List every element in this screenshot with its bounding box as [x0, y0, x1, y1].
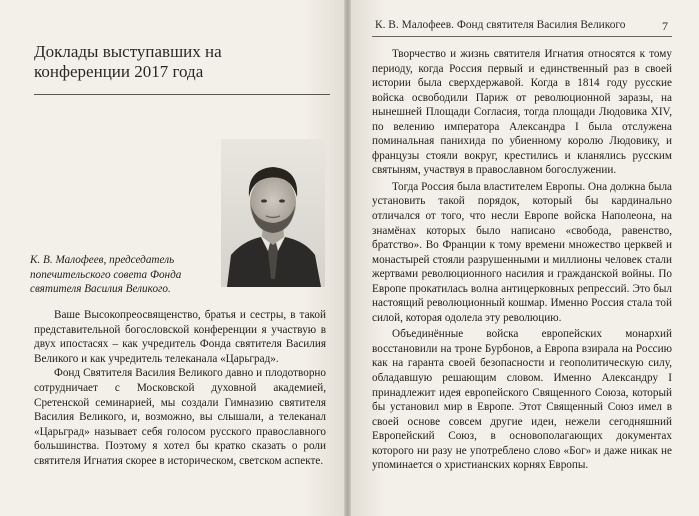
- paragraph: Объединённые войска европейских монархий восстановили на троне Бурбонов, а Европа взирала на Россию как на гаранта своей безопасности и геополитическую силу, обладавшую решающим словом. Именно Александру I принадлежит идея европейского Священного Союза, который бы установил мир в Европе. Этот Священный Союз имел в своей основе совсем другие идеи, нежели сегодняшний Европейский Союз, в основополагающих документах которого ни разу не употреблено слово «Бог» и даже никак не упоминается о христианских корнях Европы.: [372, 328, 672, 472]
- paragraph: Фонд Святителя Василия Великого давно и плодотворно сотрудничает с Московской духовной академией, Сретенской семинарией, мы создали Гимназию святителя Василия Великого, и, возможно, вы слышали, а телеканал «Царьград» называет себя голосом русского православного большинства. Поэтому я хотел бы кратко сказать о роли святителя Игнатия скорее в историческом, светском аспекте.: [34, 367, 326, 467]
- header-divider: [372, 36, 672, 37]
- running-head: К. В. Малофеев. Фонд святителя Василия Великого: [375, 19, 626, 31]
- right-body-text: [372, 47, 672, 473]
- title-divider: [34, 94, 330, 95]
- caption-role: председатель попечительского совета Фонда святителя Василия Великого.: [30, 254, 182, 295]
- portrait-illustration: [221, 139, 325, 287]
- left-body-text: [34, 308, 326, 469]
- paragraph: Ваше Высокопреосвященство, братья и сестры, в такой представительной богословской конференции я участвую в двух ипостасях – как учредитель Фонда святителя Василия Великого и как учредитель телеканала «Царьград».: [34, 309, 326, 365]
- section-title: Доклады выступавших на конференции 2017 года: [34, 42, 222, 81]
- author-portrait: [221, 139, 325, 287]
- book-gutter: [344, 0, 351, 516]
- paragraph: Тогда Россия была властителем Европы. Она должна была установить такой порядок, который бы кардинально отличался от того, что несли Европе войска Наполеона, на знамёнах которых было написано «свобода, равенство, братство». Во Франции к тому времени множество церквей и монастырей стояли разрушенными и миллионы человек стали жертвами революционного насилия и гражданской войны. По Европе прокатилась волна антицерковных репрессий. Это был настоящий революционный кошмар. Именно Россия стала той силой, которая одолела эту революцию.: [372, 180, 672, 324]
- paragraph: Творчество и жизнь святителя Игнатия относятся к тому периоду, когда Россия первый и единственный раз в своей истории была сверхдержавой. Когда в 1814 году русские войска освободили Париж от революционной заразы, на нынешней Площади Согласия, тогда площади Людовика XIV, по велению императора Александра I была отслужена поминальная панихида по убиенному королю Людовику, и французы стояли вокруг, крестились и кланялись русским святыням, участвуя в православном богослужении.: [372, 48, 672, 177]
- caption-name: К. В. Малофеев,: [30, 254, 107, 266]
- page-number: 7: [662, 19, 668, 33]
- portrait-caption: [30, 253, 214, 297]
